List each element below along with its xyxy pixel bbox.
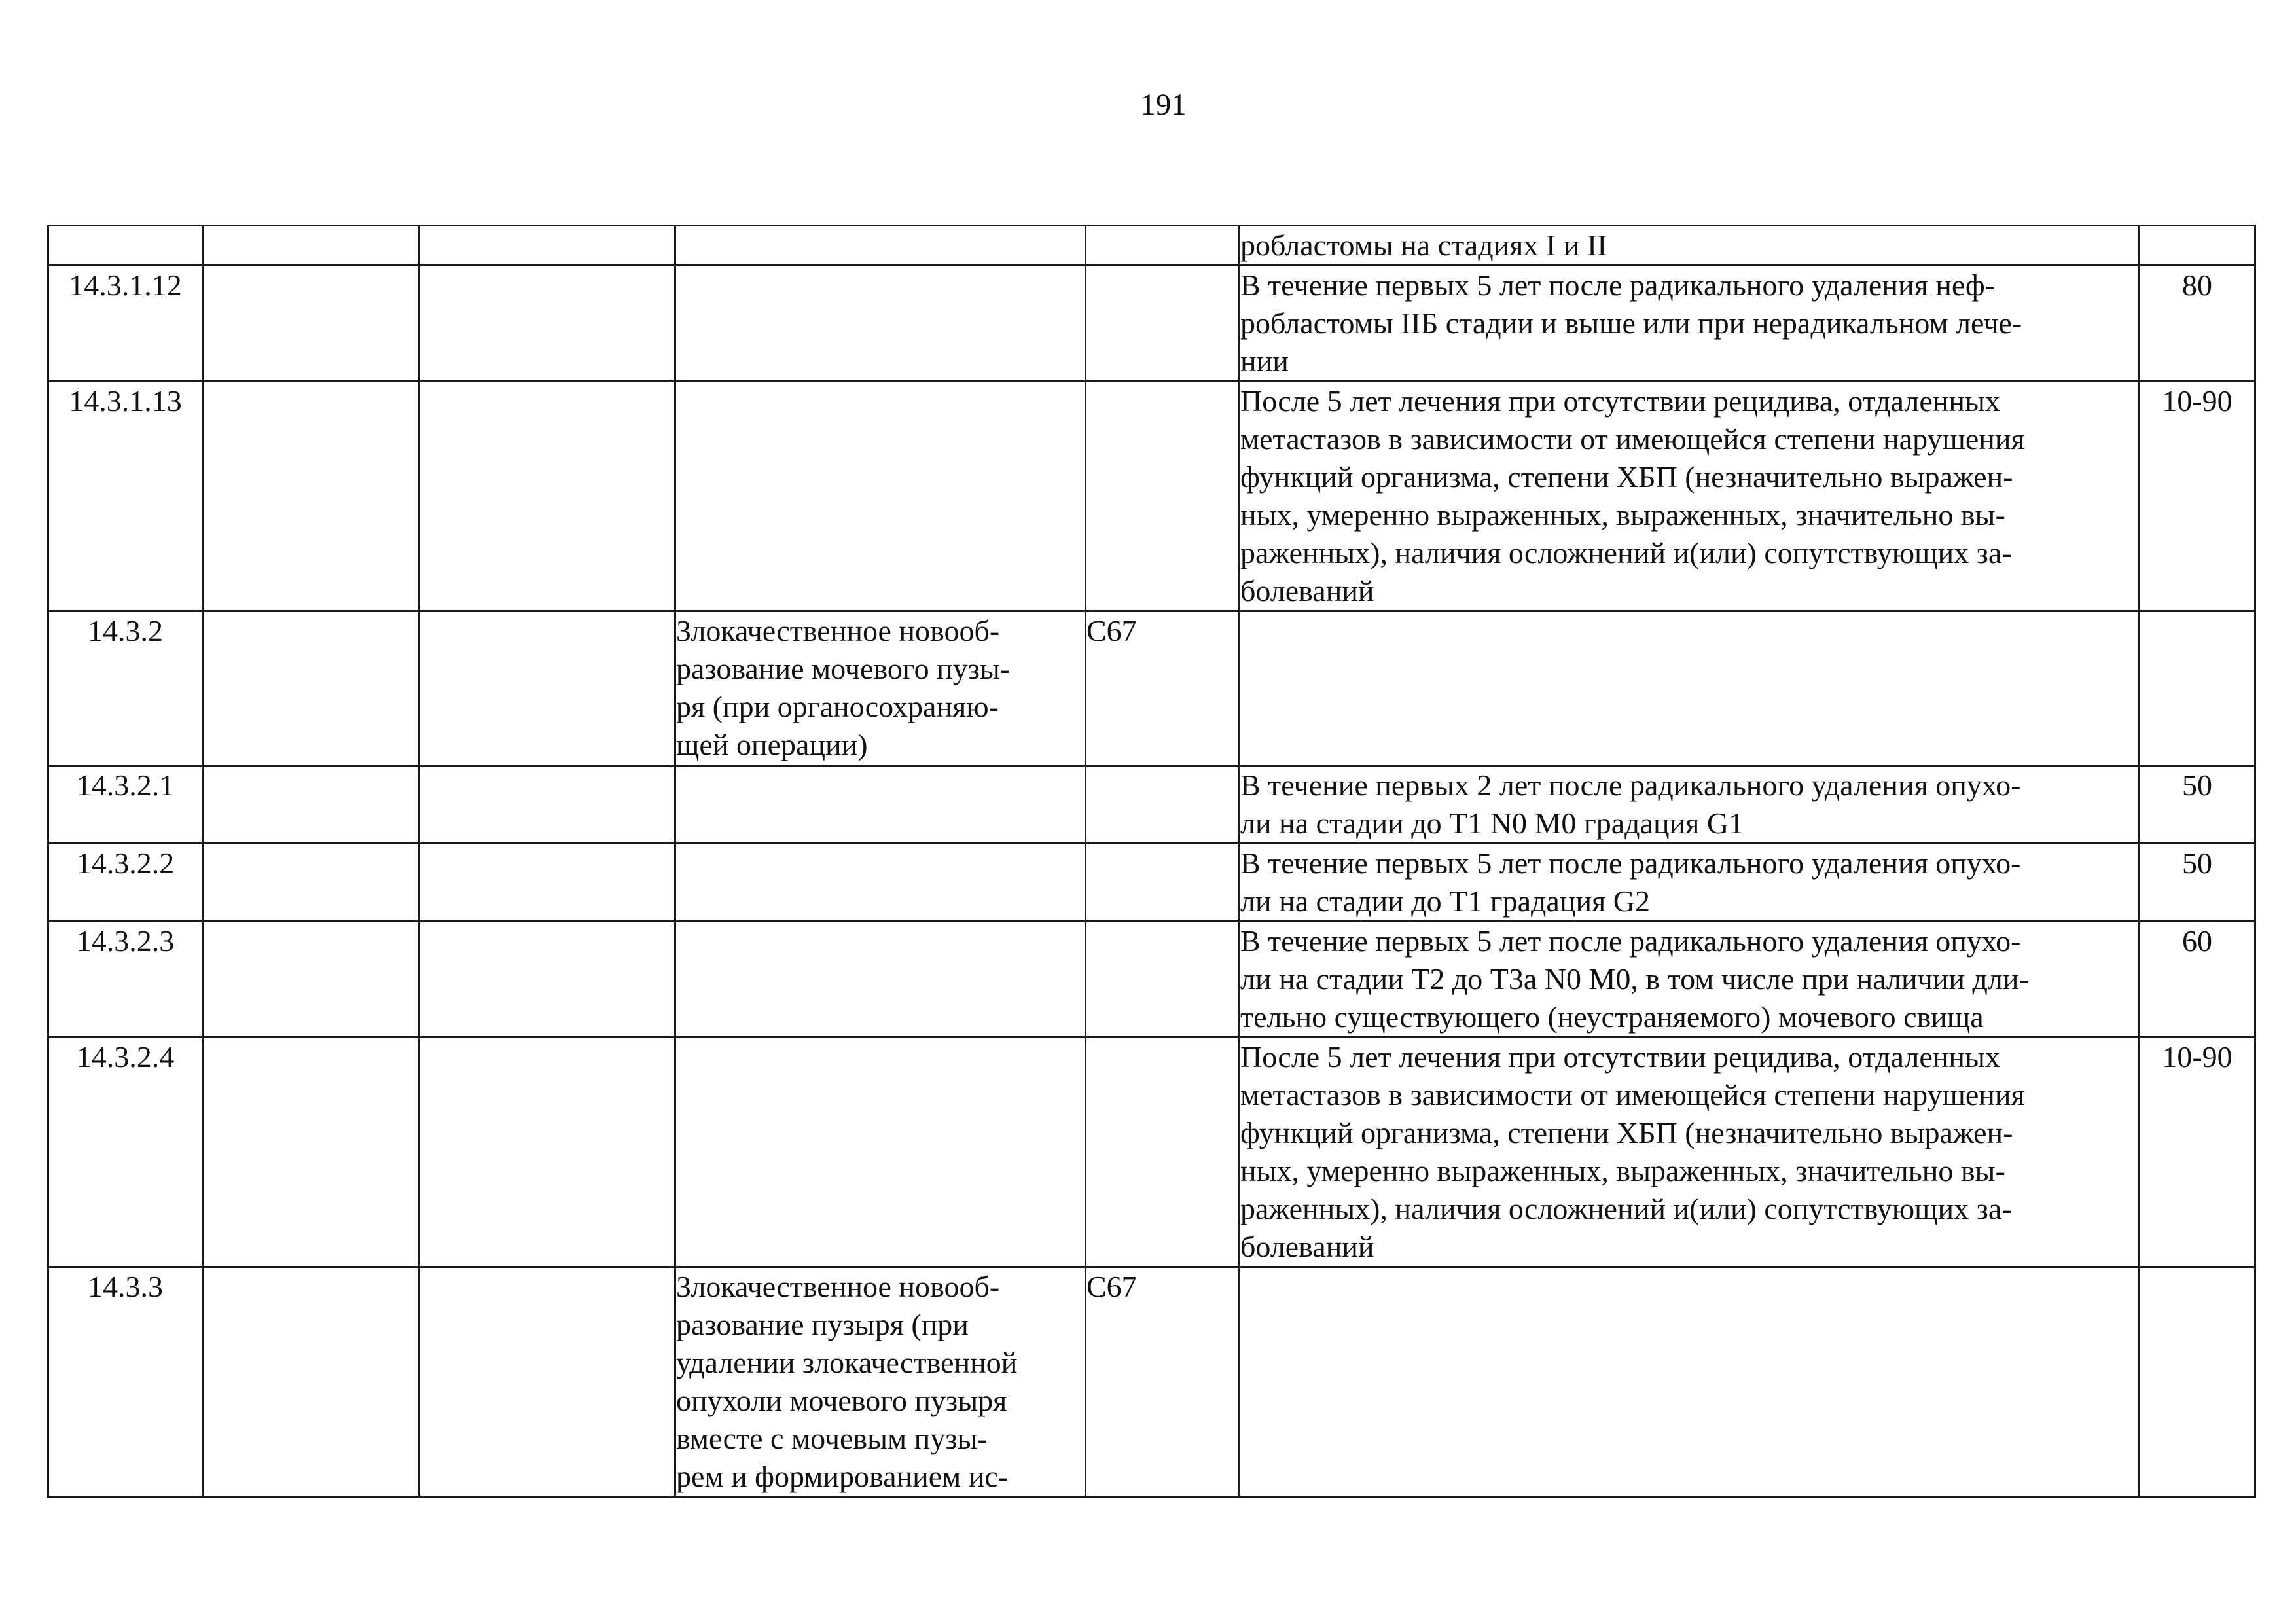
empty-cell (203, 766, 420, 844)
icd-code-cell (1086, 1267, 1240, 1497)
row-number-cell (48, 266, 203, 382)
diagnosis-cell (675, 844, 1086, 922)
percent-cell (2140, 766, 2255, 844)
table-row (48, 1038, 2255, 1267)
criteria-text-text: В течение первых 5 лет после радикального удаления опухо- ли на стадии до T1 градация G2 (1240, 846, 2021, 918)
empty-cell (420, 611, 675, 766)
table-row (48, 844, 2255, 922)
empty-cell (203, 1038, 420, 1267)
criteria-text-cell (1240, 266, 2140, 382)
criteria-table (47, 225, 2256, 1498)
row-number-text: 14.3.3 (88, 1270, 163, 1303)
icd-code-cell (1086, 226, 1240, 266)
table-row (48, 382, 2255, 611)
criteria-text-cell (1240, 844, 2140, 922)
criteria-text-cell (1240, 611, 2140, 766)
diagnosis-cell (675, 1267, 1086, 1497)
table-row (48, 766, 2255, 844)
criteria-text-cell (1240, 766, 2140, 844)
row-number-text: 14.3.2 (88, 614, 163, 647)
icd-code-text: C67 (1086, 614, 1137, 647)
criteria-text-cell (1240, 226, 2140, 266)
empty-cell (420, 266, 675, 382)
row-number-text: 14.3.2.2 (76, 846, 175, 880)
row-number-text: 14.3.2.3 (76, 924, 175, 958)
table-row (48, 226, 2255, 266)
row-number-cell (48, 611, 203, 766)
row-number-text: 14.3.1.13 (69, 384, 182, 418)
icd-code-cell (1086, 1038, 1240, 1267)
empty-cell (420, 844, 675, 922)
diagnosis-text: Злокачественное новооб- разование мочевого пузы- ря (при органосохраняю- щей операции) (676, 614, 1011, 761)
diagnosis-cell (675, 922, 1086, 1038)
criteria-text-text: В течение первых 5 лет после радикального удаления опухо- ли на стадии T2 до T3a N0 M0, в том числе при наличии дли- тельно существующего (неустраняемого) мочевого свища (1240, 924, 2029, 1034)
page-number: 191 (1140, 88, 1187, 122)
table-row (48, 1267, 2255, 1497)
criteria-text-cell (1240, 382, 2140, 611)
percent-cell (2140, 266, 2255, 382)
row-number-cell (48, 1038, 203, 1267)
empty-cell (420, 922, 675, 1038)
row-number-cell (48, 922, 203, 1038)
empty-cell (420, 766, 675, 844)
empty-cell (203, 1267, 420, 1497)
row-number-cell (48, 382, 203, 611)
percent-cell (2140, 611, 2255, 766)
diagnosis-cell (675, 766, 1086, 844)
percent-cell (2140, 844, 2255, 922)
percent-cell (2140, 1267, 2255, 1497)
icd-code-cell (1086, 766, 1240, 844)
diagnosis-cell (675, 382, 1086, 611)
table-row (48, 611, 2255, 766)
icd-code-cell (1086, 266, 1240, 382)
diagnosis-text: Злокачественное новооб- разование пузыря (при удалении злокачественной опухоли мочевого пузыря вместе с мочевым пузы- рем и формированием ис- (676, 1270, 1018, 1493)
table-row (48, 922, 2255, 1038)
icd-code-cell (1086, 922, 1240, 1038)
criteria-text-text: В течение первых 2 лет после радикального удаления опухо- ли на стадии до T1 N0 M0 градация G1 (1240, 768, 2021, 840)
percent-cell (2140, 226, 2255, 266)
empty-cell (203, 611, 420, 766)
empty-cell (203, 844, 420, 922)
percent-cell (2140, 382, 2255, 611)
percent-cell (2140, 922, 2255, 1038)
icd-code-cell (1086, 611, 1240, 766)
empty-cell (203, 382, 420, 611)
diagnosis-cell (675, 226, 1086, 266)
percent-text: 10-90 (2162, 384, 2233, 418)
row-number-cell (48, 844, 203, 922)
empty-cell (203, 922, 420, 1038)
row-number-cell (48, 226, 203, 266)
empty-cell (420, 226, 675, 266)
criteria-text-cell (1240, 1267, 2140, 1497)
empty-cell (203, 266, 420, 382)
row-number-text: 14.3.2.4 (76, 1040, 175, 1074)
percent-cell (2140, 1038, 2255, 1267)
diagnosis-cell (675, 611, 1086, 766)
empty-cell (203, 226, 420, 266)
row-number-cell (48, 1267, 203, 1497)
criteria-text-cell (1240, 1038, 2140, 1267)
percent-text: 80 (2182, 268, 2212, 302)
percent-text: 50 (2182, 846, 2212, 880)
diagnosis-cell (675, 1038, 1086, 1267)
icd-code-cell (1086, 382, 1240, 611)
empty-cell (420, 1038, 675, 1267)
table-row (48, 266, 2255, 382)
empty-cell (420, 1267, 675, 1497)
criteria-text-text: После 5 лет лечения при отсутствии рецидива, отдаленных метастазов в зависимости от имеющейся степени нарушения функций организма, степени ХБП (незначительно выражен- ных, умеренно выраженных, выраженных, значительно вы- раженных), наличия осложнений и(или) сопутствующих за- болеваний (1240, 384, 2025, 607)
row-number-text: 14.3.1.12 (69, 268, 182, 302)
empty-cell (420, 382, 675, 611)
percent-text: 10-90 (2162, 1040, 2233, 1074)
row-number-cell (48, 766, 203, 844)
criteria-text-text: После 5 лет лечения при отсутствии рецидива, отдаленных метастазов в зависимости от имеющейся степени нарушения функций организма, степени ХБП (незначительно выражен- ных, умеренно выраженных, выраженных, значительно вы- раженных), наличия осложнений и(или) сопутствующих за- болеваний (1240, 1040, 2025, 1263)
percent-text: 60 (2182, 924, 2212, 958)
icd-code-cell (1086, 844, 1240, 922)
row-number-text: 14.3.2.1 (76, 768, 175, 802)
criteria-text-text: робластомы на стадиях I и II (1240, 228, 1607, 262)
criteria-text-text: В течение первых 5 лет после радикального удаления неф- робластомы IIБ стадии и выше или при нерадикальном лече- нии (1240, 268, 2022, 378)
percent-text: 50 (2182, 768, 2212, 802)
icd-code-text: C67 (1086, 1270, 1137, 1303)
diagnosis-cell (675, 266, 1086, 382)
criteria-text-cell (1240, 922, 2140, 1038)
